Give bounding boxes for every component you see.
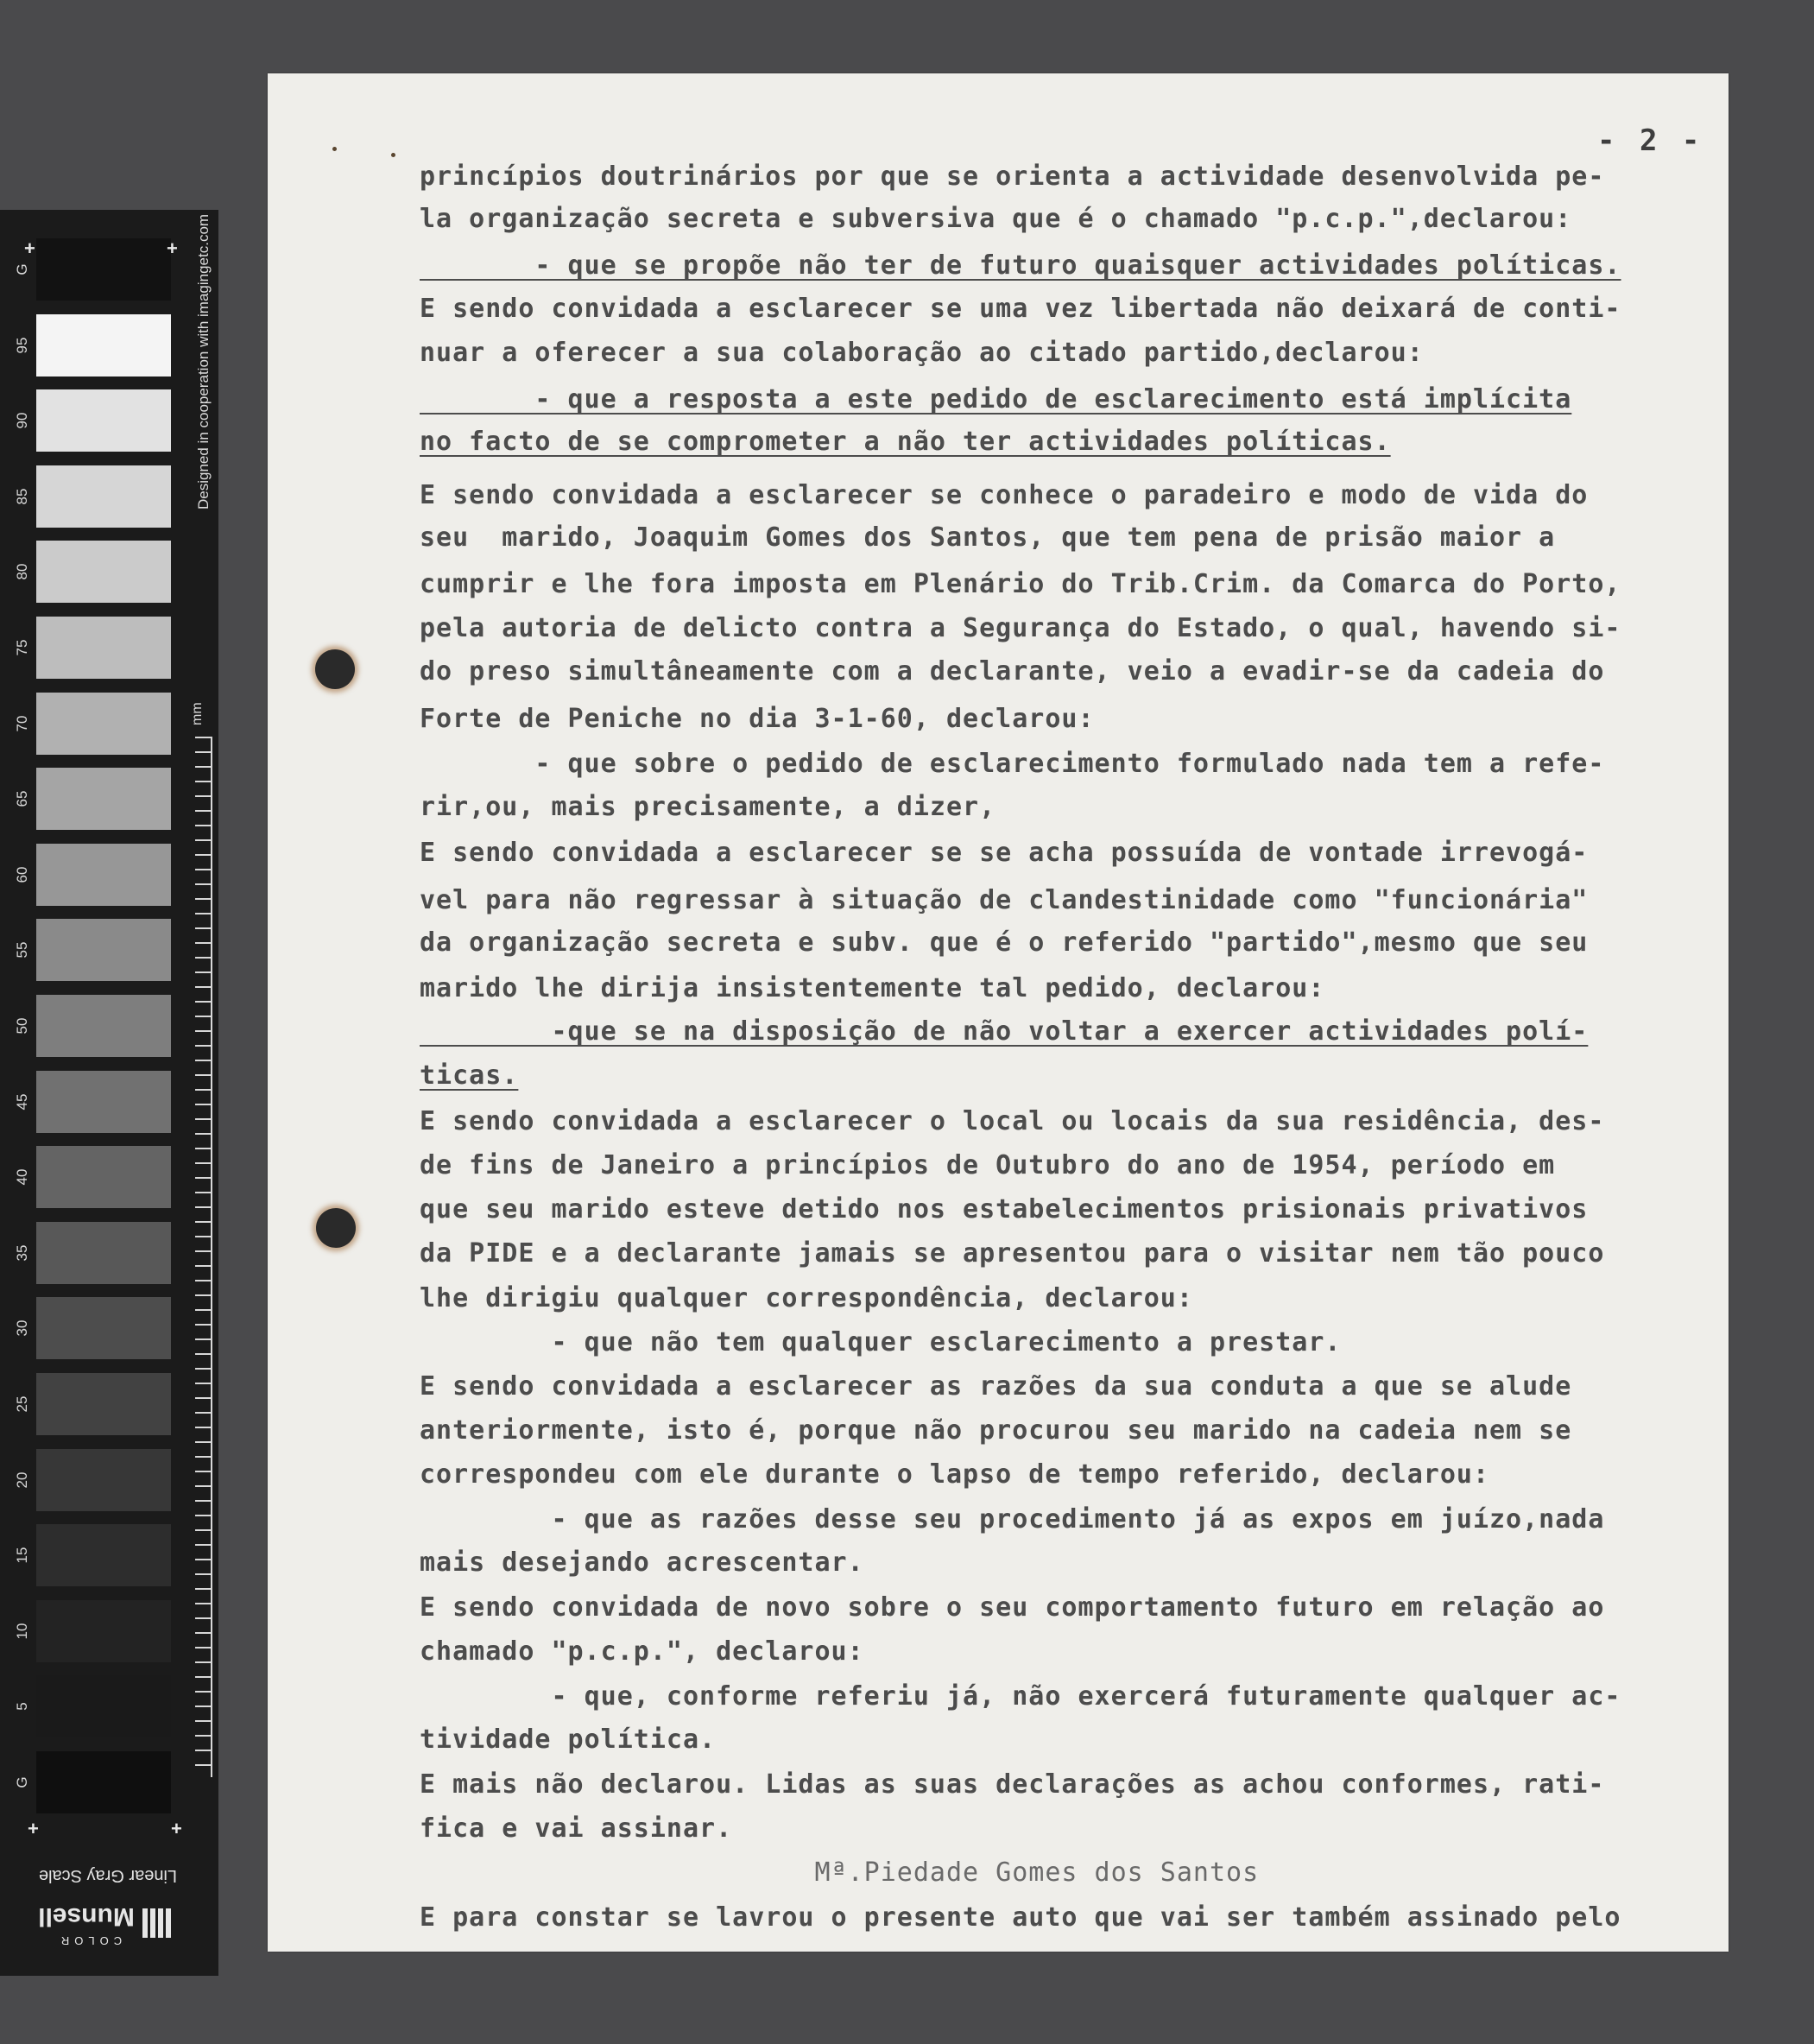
text-line: fica e vai assinar. bbox=[420, 1813, 733, 1844]
mm-ruler-edge bbox=[211, 737, 212, 1777]
text-line: lhe dirigiu qualquer correspondência, declarou: bbox=[420, 1283, 1193, 1313]
text-line: E mais não declarou. Lidas as suas declarações as achou conformes, rati- bbox=[420, 1769, 1605, 1800]
gray-patch bbox=[36, 1071, 171, 1133]
gray-scale-card bbox=[0, 210, 218, 1976]
gray-patch-label: 35 bbox=[14, 1244, 30, 1262]
text-line: E sendo convidada a esclarecer se conhece o paradeiro e modo de vida do bbox=[420, 480, 1589, 510]
registration-mark: + bbox=[28, 1818, 39, 1839]
text-line: E para constar se lavrou o presente auto que vai ser também assinado pelo bbox=[420, 1902, 1621, 1933]
scale-title: Linear Gray Scale bbox=[38, 1866, 178, 1885]
gray-patch-label: 75 bbox=[14, 639, 30, 656]
text-line: do preso simultâneamente com a declarante, veio a evadir-se da cadeia do bbox=[420, 656, 1605, 687]
text-line: da organização secreta e subv. que é o referido "partido",mesmo que seu bbox=[420, 927, 1589, 958]
text-line: mais desejando acrescentar. bbox=[420, 1547, 864, 1578]
gray-patch-label: 70 bbox=[14, 715, 30, 732]
gray-patch bbox=[36, 919, 171, 981]
gray-patch-label: 25 bbox=[14, 1395, 30, 1413]
text-line: pela autoria de delicto contra a Segurança do Estado, o qual, havendo si- bbox=[420, 613, 1621, 643]
ruler-unit-label: mm bbox=[190, 702, 205, 725]
gray-patch bbox=[36, 1675, 171, 1737]
text-line: - que sobre o pedido de esclarecimento formulado nada tem a refe- bbox=[420, 749, 1605, 779]
gray-patch-label: 60 bbox=[14, 866, 30, 883]
gray-patch-label: G bbox=[14, 1776, 30, 1788]
gray-patch-label: 30 bbox=[14, 1319, 30, 1337]
registration-mark: + bbox=[171, 1818, 182, 1839]
text-line: de fins de Janeiro a princípios de Outubro do ano de 1954, período em bbox=[420, 1150, 1556, 1180]
signature-line: Mª.Piedade Gomes dos Santos bbox=[420, 1857, 1260, 1888]
gray-patch bbox=[36, 238, 171, 301]
scale-credit: Designed in cooperation with imagingetc.com bbox=[195, 213, 212, 509]
gray-patch bbox=[36, 1524, 171, 1586]
text-line: no facto de se comprometer a não ter actividades políticas. bbox=[420, 427, 1391, 457]
gray-patch bbox=[36, 1751, 171, 1813]
gray-patch-label: 55 bbox=[14, 941, 30, 959]
gray-patch-label: 50 bbox=[14, 1017, 30, 1035]
gray-patch bbox=[36, 995, 171, 1057]
gray-patch-label: G bbox=[14, 263, 30, 275]
text-line: que seu marido esteve detido nos estabelecimentos prisionais privativos bbox=[420, 1194, 1589, 1225]
brand-name: Munsell bbox=[38, 1902, 135, 1931]
gray-patch-label: 5 bbox=[14, 1702, 30, 1712]
gray-patch-label: 80 bbox=[14, 563, 30, 580]
page-number: - 2 - bbox=[1597, 123, 1703, 158]
text-line: - que a resposta a este pedido de esclarecimento está implícita bbox=[420, 384, 1572, 414]
punch-hole bbox=[316, 1208, 356, 1248]
text-line: - que não tem qualquer esclarecimento a prestar. bbox=[420, 1327, 1342, 1357]
text-line: la organização secreta e subversiva que é o chamado "p.c.p.",declarou: bbox=[420, 204, 1572, 234]
gray-patch bbox=[36, 768, 171, 830]
text-line: marido lhe dirija insistentemente tal pedido, declarou: bbox=[420, 973, 1325, 1003]
text-line: tividade política. bbox=[420, 1724, 717, 1755]
paper-speck bbox=[332, 147, 337, 151]
mm-ruler bbox=[195, 737, 212, 1777]
gray-patch bbox=[36, 1373, 171, 1435]
text-line: da PIDE e a declarante jamais se apresentou para o visitar nem tão pouco bbox=[420, 1238, 1605, 1269]
gray-patch-label: 45 bbox=[14, 1093, 30, 1111]
registration-mark: + bbox=[167, 237, 178, 259]
text-line: cumprir e lhe fora imposta em Plenário do Trib.Crim. da Comarca do Porto, bbox=[420, 569, 1621, 599]
gray-patch bbox=[36, 693, 171, 755]
paper-speck bbox=[391, 153, 395, 157]
gray-patch bbox=[36, 1146, 171, 1208]
text-line: - que as razões desse seu procedimento já as expos em juízo,nada bbox=[420, 1504, 1605, 1535]
gray-patch bbox=[36, 844, 171, 906]
gray-patch bbox=[36, 541, 171, 603]
text-line: chamado "p.c.p.", declarou: bbox=[420, 1636, 864, 1667]
text-line: vel para não regressar à situação de clandestinidade como "funcionária" bbox=[420, 885, 1589, 915]
gray-patch bbox=[36, 617, 171, 679]
brand-subtitle: COLOR bbox=[55, 1934, 123, 1947]
gray-patch-label: 90 bbox=[14, 412, 30, 429]
gray-patch-label: 20 bbox=[14, 1471, 30, 1489]
gray-patch bbox=[36, 1449, 171, 1511]
gray-patch bbox=[36, 465, 171, 528]
gray-patch bbox=[36, 389, 171, 452]
gray-patch-label: 10 bbox=[14, 1623, 30, 1640]
gray-patch bbox=[36, 1297, 171, 1359]
gray-patch bbox=[36, 1222, 171, 1284]
gray-patch bbox=[36, 1600, 171, 1662]
text-line: E sendo convidada de novo sobre o seu comportamento futuro em relação ao bbox=[420, 1592, 1605, 1623]
gray-patch bbox=[36, 314, 171, 377]
text-line: nuar a oferecer a sua colaboração ao citado partido,declarou: bbox=[420, 338, 1424, 368]
gray-patch-label: 40 bbox=[14, 1168, 30, 1186]
text-line: E sendo convidada a esclarecer se se acha possuída de vontade irrevogá- bbox=[420, 838, 1589, 868]
text-line: Forte de Peniche no dia 3-1-60, declarou: bbox=[420, 704, 1095, 734]
text-line: ticas. bbox=[420, 1060, 519, 1091]
text-line: - que se propõe não ter de futuro quaisquer actividades políticas. bbox=[420, 250, 1621, 281]
text-line: -que se na disposição de não voltar a exercer actividades polí- bbox=[420, 1016, 1589, 1047]
text-line: correspondeu com ele durante o lapso de tempo referido, declarou: bbox=[420, 1459, 1489, 1490]
document-page bbox=[268, 73, 1729, 1952]
text-line: E sendo convidada a esclarecer o local ou locais da sua residência, des- bbox=[420, 1106, 1605, 1136]
gray-patch-label: 65 bbox=[14, 790, 30, 807]
text-line: princípios doutrinários por que se orienta a actividade desenvolvida pe- bbox=[420, 161, 1605, 192]
munsell-logo-icon bbox=[142, 1908, 172, 1938]
registration-mark: + bbox=[24, 237, 35, 259]
text-line: - que, conforme referiu já, não exercerá futuramente qualquer ac- bbox=[420, 1681, 1621, 1712]
text-line: rir,ou, mais precisamente, a dizer, bbox=[420, 792, 996, 822]
punch-hole bbox=[315, 649, 355, 689]
gray-patch-label: 85 bbox=[14, 488, 30, 505]
text-line: seu marido, Joaquim Gomes dos Santos, que tem pena de prisão maior a bbox=[420, 522, 1556, 553]
gray-patch-label: 15 bbox=[14, 1547, 30, 1564]
gray-patch-label: 95 bbox=[14, 337, 30, 354]
text-line: anteriormente, isto é, porque não procurou seu marido na cadeia nem se bbox=[420, 1415, 1572, 1446]
text-line: E sendo convidada a esclarecer as razões da sua conduta a que se alude bbox=[420, 1371, 1572, 1402]
text-line: E sendo convidada a esclarecer se uma vez libertada não deixará de conti- bbox=[420, 294, 1621, 324]
